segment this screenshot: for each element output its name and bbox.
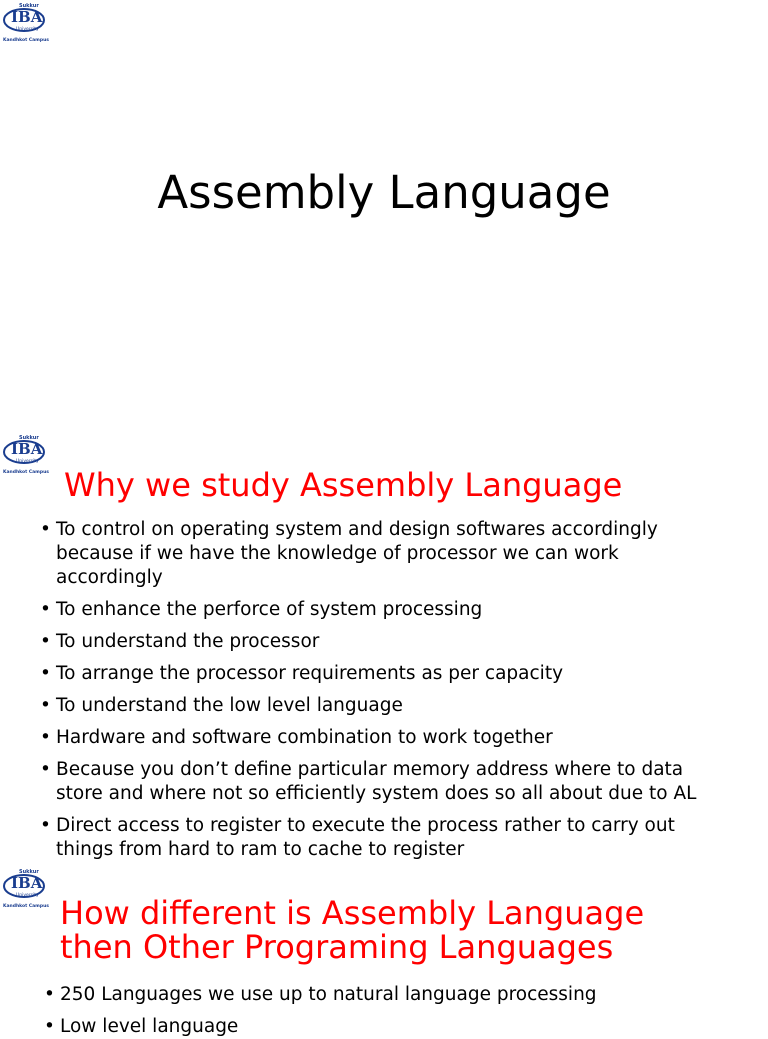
slide-1 xyxy=(0,0,768,425)
bullet-list xyxy=(44,983,734,1039)
bullet-item: • Direct access to register to execute the process rather to carry out things from hard to ram to cache to register xyxy=(40,814,730,862)
bullet-item: • To understand the low level language xyxy=(40,694,730,718)
bullet-item: • Because you don’t define particular memory address where to data store and where not so efficiently system does so all about due to AL xyxy=(40,758,730,806)
svg-text:Kandhkot Campus: Kandhkot Campus xyxy=(3,904,49,909)
svg-text:Sukkur: Sukkur xyxy=(19,869,39,875)
svg-text:University: University xyxy=(16,459,39,464)
slide-2 xyxy=(0,432,768,860)
bullet-list xyxy=(40,518,730,862)
bullet-item: • To enhance the perforce of system processing xyxy=(40,598,730,622)
university-logo xyxy=(2,432,50,476)
bullet-item: • 250 Languages we use up to natural language processing xyxy=(44,983,734,1007)
bullet-item: • To control on operating system and design softwares accordingly because if we have the knowledge of processor we can work accordingly xyxy=(40,518,730,590)
slide-title: Why we study Assembly Language xyxy=(64,466,623,504)
svg-text:Sukkur: Sukkur xyxy=(19,435,39,441)
iba-logo-icon xyxy=(2,432,50,476)
university-logo xyxy=(2,0,50,44)
svg-text:University: University xyxy=(16,27,39,32)
bullet-item: • To arrange the processor requirements as per capacity xyxy=(40,662,730,686)
bullet-item: • Hardware and software combination to work together xyxy=(40,726,730,750)
iba-logo-icon xyxy=(2,0,50,44)
svg-text:Kandhkot Campus: Kandhkot Campus xyxy=(3,470,49,475)
slide-3 xyxy=(0,866,768,1037)
svg-text:IBA: IBA xyxy=(11,8,43,26)
slide-title: Assembly Language xyxy=(157,166,611,219)
svg-text:Kandhkot Campus: Kandhkot Campus xyxy=(3,38,49,43)
svg-text:IBA: IBA xyxy=(11,440,43,458)
iba-logo-icon xyxy=(2,866,50,910)
svg-text:University: University xyxy=(16,893,39,898)
svg-text:Sukkur: Sukkur xyxy=(19,3,39,9)
university-logo xyxy=(2,866,50,910)
slide-title-line-2: then Other Programing Languages xyxy=(60,928,614,966)
slide-title-line-1: How different is Assembly Language xyxy=(60,894,645,932)
bullet-item: • To understand the processor xyxy=(40,630,730,654)
svg-text:IBA: IBA xyxy=(11,874,43,892)
bullet-item: • Low level language xyxy=(44,1015,734,1039)
